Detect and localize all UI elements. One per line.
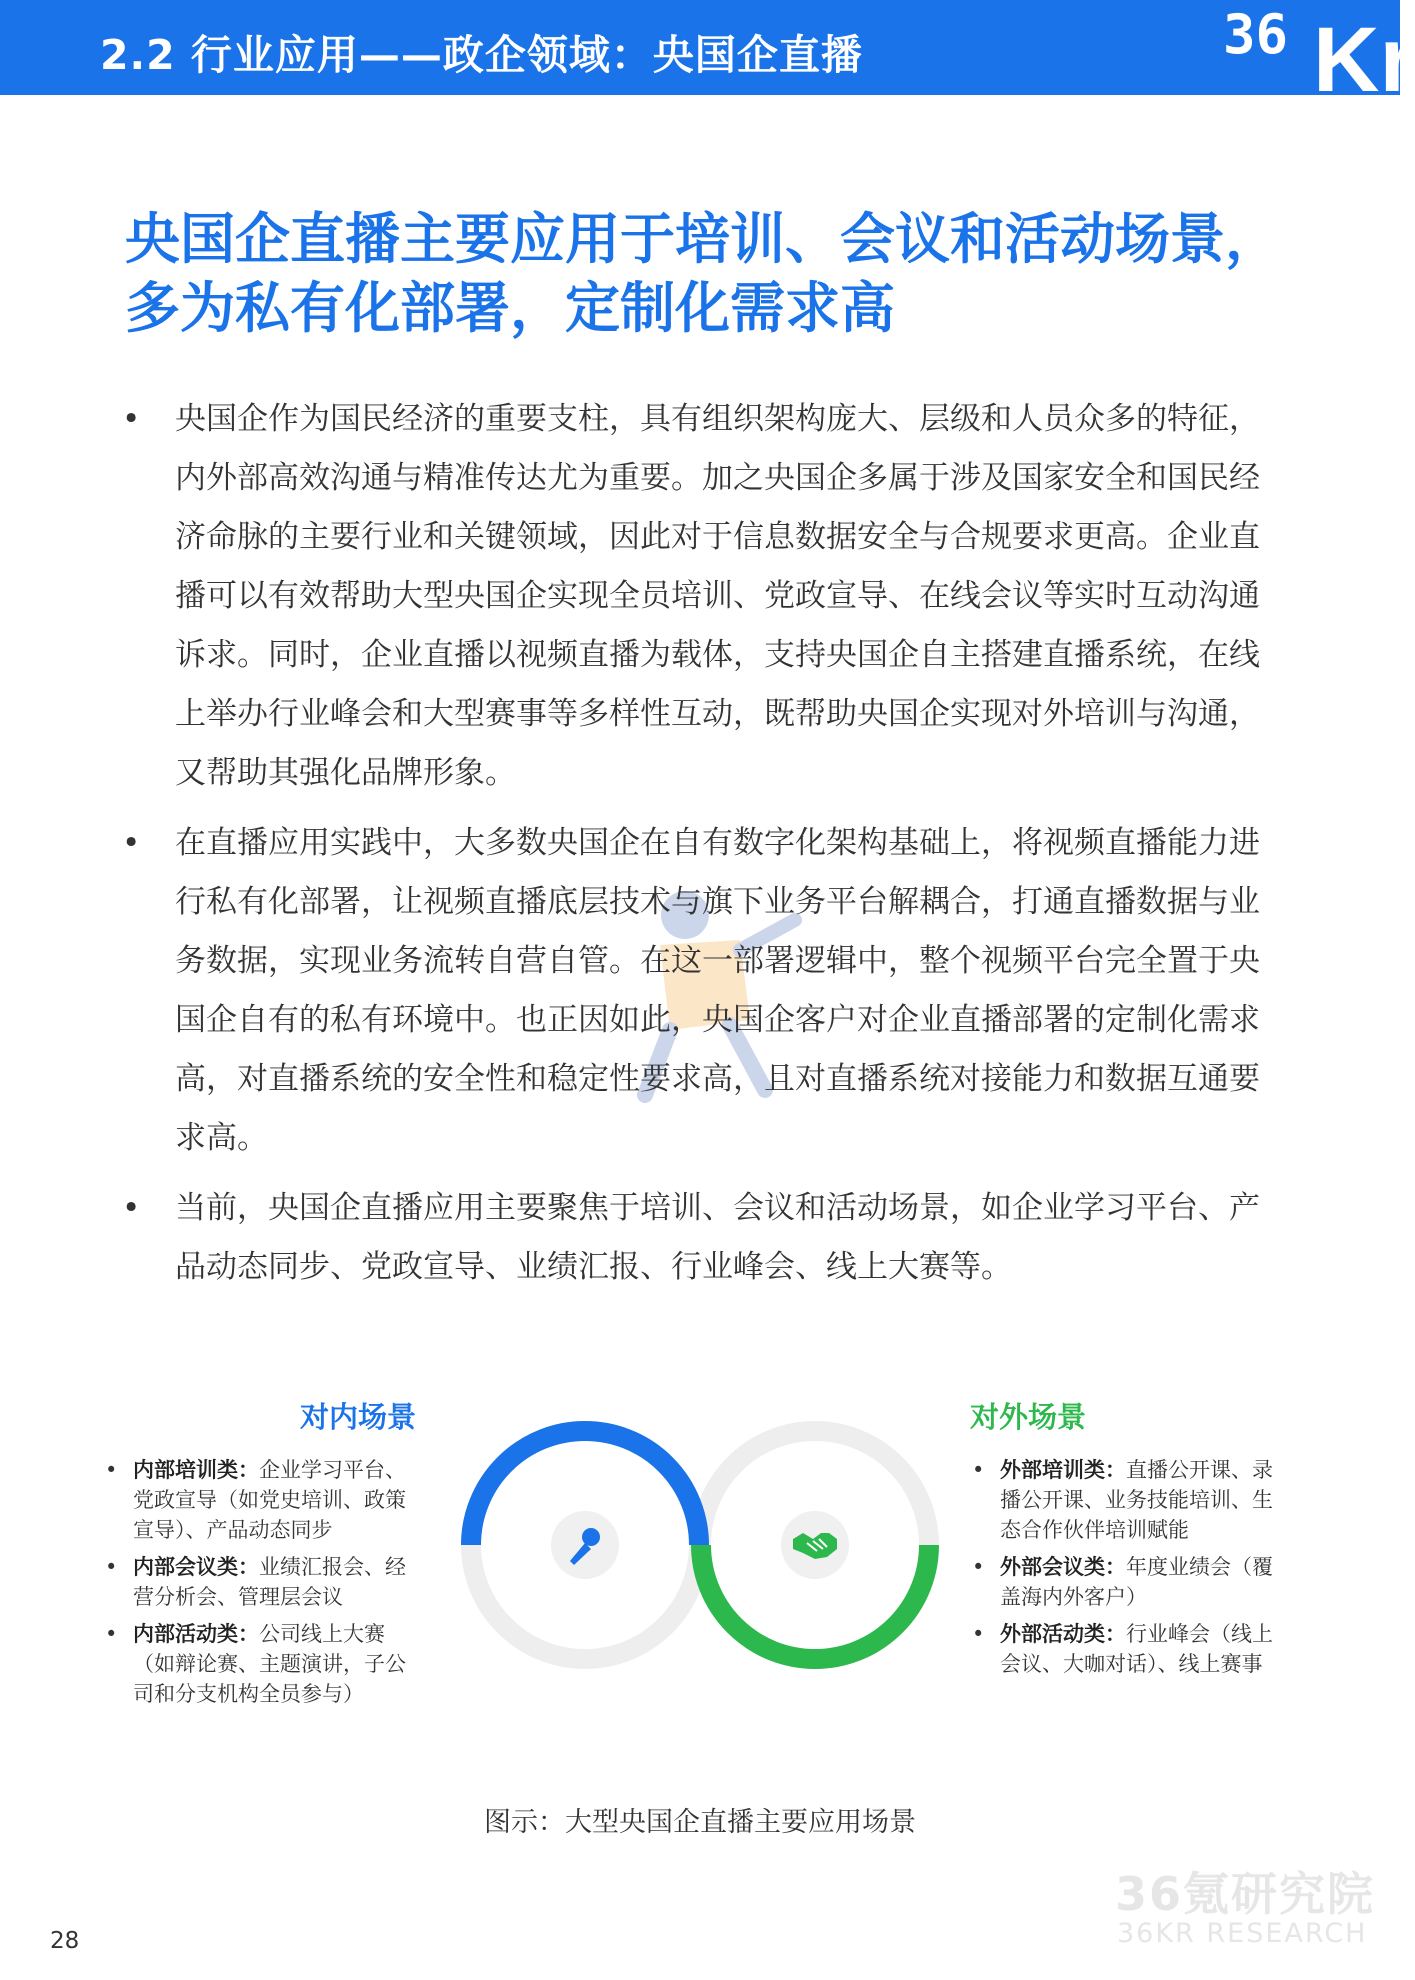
internal-list bbox=[103, 1455, 423, 1716]
section-title: 2.2 行业应用——政企领域：央国企直播 bbox=[100, 31, 863, 79]
internal-item bbox=[103, 1619, 423, 1709]
bullet-dot: • bbox=[105, 1555, 118, 1579]
page-heading-line-2: 多为私有化部署，定制化需求高 bbox=[125, 276, 896, 340]
bullet-item bbox=[115, 1179, 1285, 1297]
bullet-dot: • bbox=[972, 1458, 985, 1482]
page-number: 28 bbox=[50, 1928, 80, 1954]
rings-graphic bbox=[460, 1400, 950, 1700]
internal-item-text: 企业学习平台、党政宣导（如党史培训、政策宣导）、产品动态同步 bbox=[133, 1458, 406, 1542]
internal-title: 对内场景 bbox=[300, 1400, 417, 1434]
bullet-text: 央国企作为国民经济的重要支柱，具有组织架构庞大、层级和人员众多的特征，内外部高效沟通与精准传达尤为重要。加之央国企多属于涉及国家安全和国民经济命脉的主要行业和关键领域，因此对于信息数据安全与合规要求更高。企业直播可以有效帮助大型央国企实现全员培训、党政宣导、在线会议等实时互动沟通诉求。同时，企业直播以视频直播为载体，支持央国企自主搭建直播系统，在线上举办行业峰会和大型赛事等多样性互动，既帮助央国企实现对外培训与沟通，又帮助其强化品牌形象。 bbox=[175, 401, 1260, 791]
external-item-text: 年度业绩会（覆盖海内外客户） bbox=[1000, 1555, 1273, 1609]
figure-caption: 图示：大型央国企直播主要应用场景 bbox=[484, 1807, 916, 1838]
external-item bbox=[970, 1455, 1290, 1545]
external-item bbox=[970, 1552, 1290, 1612]
external-item bbox=[970, 1619, 1290, 1679]
header-bar bbox=[0, 0, 1415, 111]
external-list bbox=[970, 1455, 1290, 1686]
bullet-text: 在直播应用实践中，大多数央国企在自有数字化架构基础上，将视频直播能力进行私有化部署，让视频直播底层技术与旗下业务平台解耦合，打通直播数据与业务数据，实现业务流转自营自管。在这一部署逻辑中，整个视频平台完全置于央国企自有的私有环境中。也正因如此，央国企客户对企业直播部署的定制化需求高，对直播系统的安全性和稳定性要求高，且对直播系统对接能力和数据互通要求高。 bbox=[175, 825, 1260, 1156]
footer-logo-en: 36KR RESEARCH bbox=[1117, 1918, 1368, 1949]
external-item-text: 直播公开课、录播公开课、业务技能培训、生态合作伙伴培训赋能 bbox=[1000, 1458, 1273, 1542]
internal-item bbox=[103, 1455, 423, 1545]
external-title: 对外场景 bbox=[970, 1400, 1087, 1434]
external-item-text: 行业峰会（线上会议、大咖对话）、线上赛事 bbox=[1000, 1622, 1273, 1676]
page-heading bbox=[125, 205, 1325, 343]
bullet-dot: • bbox=[105, 1622, 118, 1646]
internal-item-text: 公司线上大赛（如辩论赛、主题演讲，子公司和分支机构全员参与） bbox=[133, 1622, 406, 1706]
bullet-list bbox=[115, 390, 1285, 1308]
internal-item-label: 内部活动类： bbox=[133, 1622, 259, 1646]
footer-logo-cn: 36氪研究院 bbox=[1115, 1867, 1376, 1921]
internal-item-text: 业绩汇报会、经营分析会、管理层会议 bbox=[133, 1555, 406, 1609]
logo-36-glyph: 36 bbox=[1223, 3, 1289, 66]
bullet-item bbox=[115, 390, 1285, 803]
page-heading-line-1: 央国企直播主要应用于培训、会议和活动场景， bbox=[125, 207, 1281, 271]
bullet-dot: • bbox=[122, 1190, 141, 1226]
bullet-text: 当前，央国企直播应用主要聚焦于培训、会议和活动场景，如企业学习平台、产品动态同步、党政宣导、业绩汇报、行业峰会、线上大赛等。 bbox=[175, 1190, 1260, 1285]
external-item-label: 外部培训类： bbox=[1000, 1458, 1126, 1482]
internal-item-label: 内部培训类： bbox=[133, 1458, 259, 1482]
internal-item-label: 内部会议类： bbox=[133, 1555, 259, 1579]
internal-item bbox=[103, 1552, 423, 1612]
bullet-dot: • bbox=[972, 1555, 985, 1579]
external-item-label: 外部活动类： bbox=[1000, 1622, 1126, 1646]
bullet-dot: • bbox=[105, 1458, 118, 1482]
bullet-dot: • bbox=[122, 825, 141, 861]
bullet-dot: • bbox=[972, 1622, 985, 1646]
bullet-dot: • bbox=[122, 401, 141, 437]
brand-logo bbox=[1215, 2, 1415, 111]
bullet-item bbox=[115, 814, 1285, 1168]
external-item-label: 外部会议类： bbox=[1000, 1555, 1126, 1579]
logo-kr-glyph: Kr bbox=[1313, 9, 1415, 111]
